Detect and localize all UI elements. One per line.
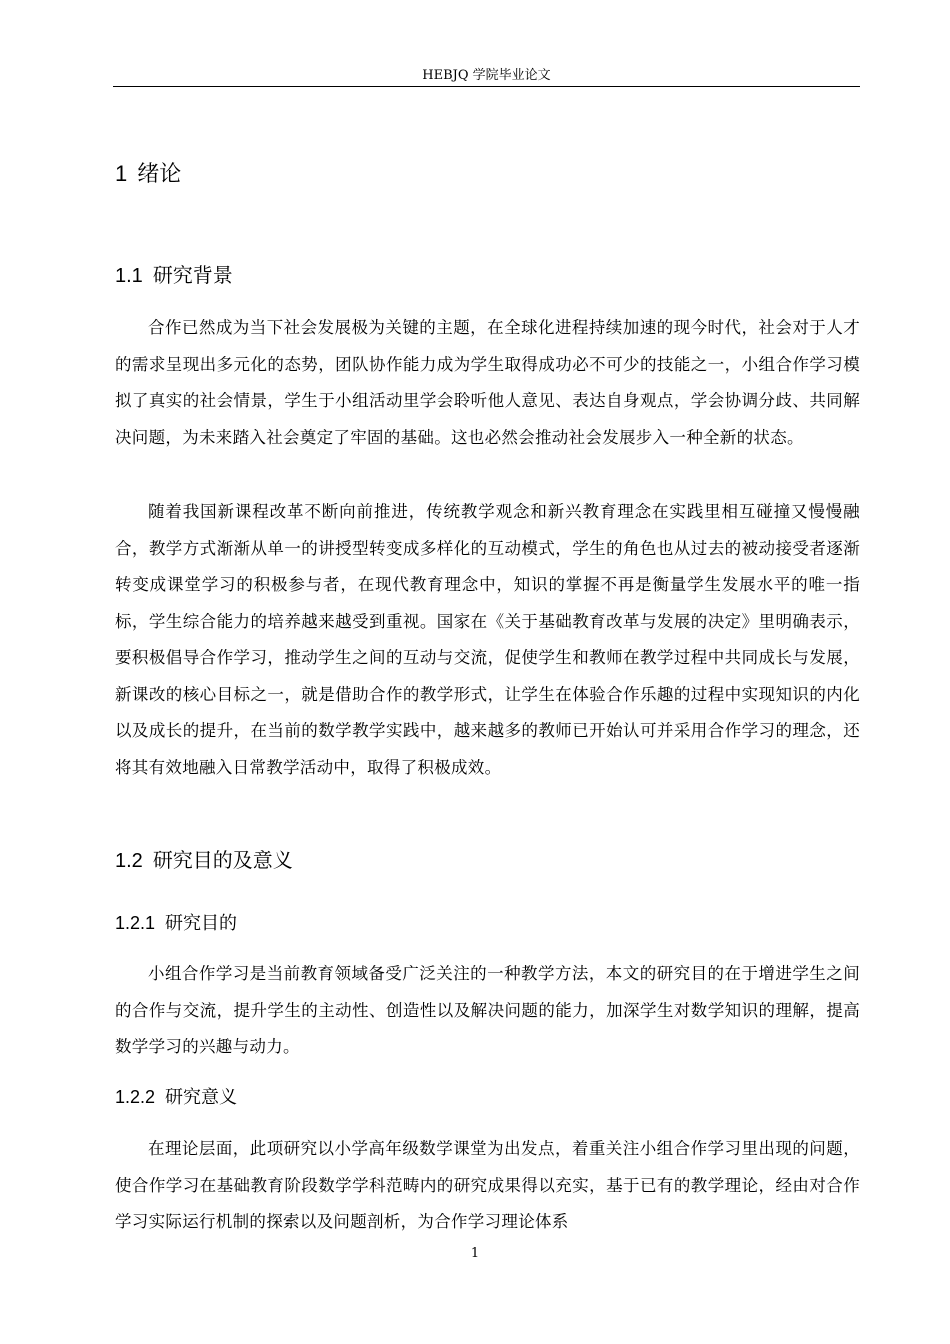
paragraph-background-1: 合作已然成为当下社会发展极为关键的主题，在全球化进程持续加速的现今时代，社会对于人才的需求呈现出多元化的态势，团队协作能力成为学生取得成功必不可少的技能之一，小组合作学习模拟了真实的社会情景，学生于小组活动里学会聆听他人意见、表达自身观点，学会协调分歧、共同解决问题，为未来踏入社会奠定了牢固的基础。这也必然会推动社会发展步入一种全新的状态。 [115, 318, 860, 447]
section-number: 1.2 [115, 850, 143, 872]
subsection-number: 1.2.2 [115, 1087, 156, 1107]
section-heading-1-2 [115, 845, 293, 876]
paragraph-purpose: 小组合作学习是当前教育领域备受广泛关注的一种教学方法，本文的研究目的在于增进学生之间的合作与交流，提升学生的主动性、创造性以及解决问题的能力，加深学生对数学知识的理解，提高数学学习的兴趣与动力。 [115, 964, 860, 1056]
subsection-title: 研究目的 [165, 913, 238, 934]
page-number: 1 [470, 1246, 480, 1261]
header-divider [113, 86, 860, 87]
subsection-title: 研究意义 [165, 1087, 238, 1108]
subsection-heading-1-2-1 [115, 909, 237, 938]
section-title: 研究背景 [152, 263, 233, 287]
paragraph-significance: 在理论层面，此项研究以小学高年级数学课堂为出发点，着重关注小组合作学习里出现的问题，使合作学习在基础教育阶段数学学科范畴内的研究成果得以充实，基于已有的教学理论，经由对合作学习实际运行机制的探索以及问题剖析，为合作学习理论体系 [115, 1139, 860, 1231]
chapter-title: 绪论 [137, 162, 182, 187]
paragraph-background-2: 随着我国新课程改革不断向前推进，传统教学观念和新兴教育理念在实践里相互碰撞又慢慢融合，教学方式渐渐从单一的讲授型转变成多样化的互动模式，学生的角色也从过去的被动接受者逐渐转变成课堂学习的积极参与者，在现代教育理念中，知识的掌握不再是衡量学生发展水平的唯一指标，学生综合能力的培养越来越受到重视。国家在《关于基础教育改革与发展的决定》里明确表示，要积极倡导合作学习，推动学生之间的互动与交流，促使学生和教师在教学过程中共同成长与发展，新课改的核心目标之一，就是借助合作的教学形式，让学生在体验合作乐趣的过程中实现知识的内化以及成长的提升，在当前的数学教学实践中，越来越多的教师已开始认可并采用合作学习的理念，还将其有效地融入日常教学活动中，取得了积极成效。 [115, 502, 860, 777]
page-header: HEBJQ 学院毕业论文 [422, 68, 551, 83]
subsection-heading-1-2-2 [115, 1083, 237, 1112]
subsection-number: 1.2.1 [115, 913, 156, 933]
section-heading-1-1 [115, 260, 233, 291]
section-title: 研究目的及意义 [152, 848, 293, 872]
chapter-heading [115, 158, 181, 191]
section-number: 1.1 [115, 265, 143, 287]
chapter-number: 1 [115, 161, 128, 186]
